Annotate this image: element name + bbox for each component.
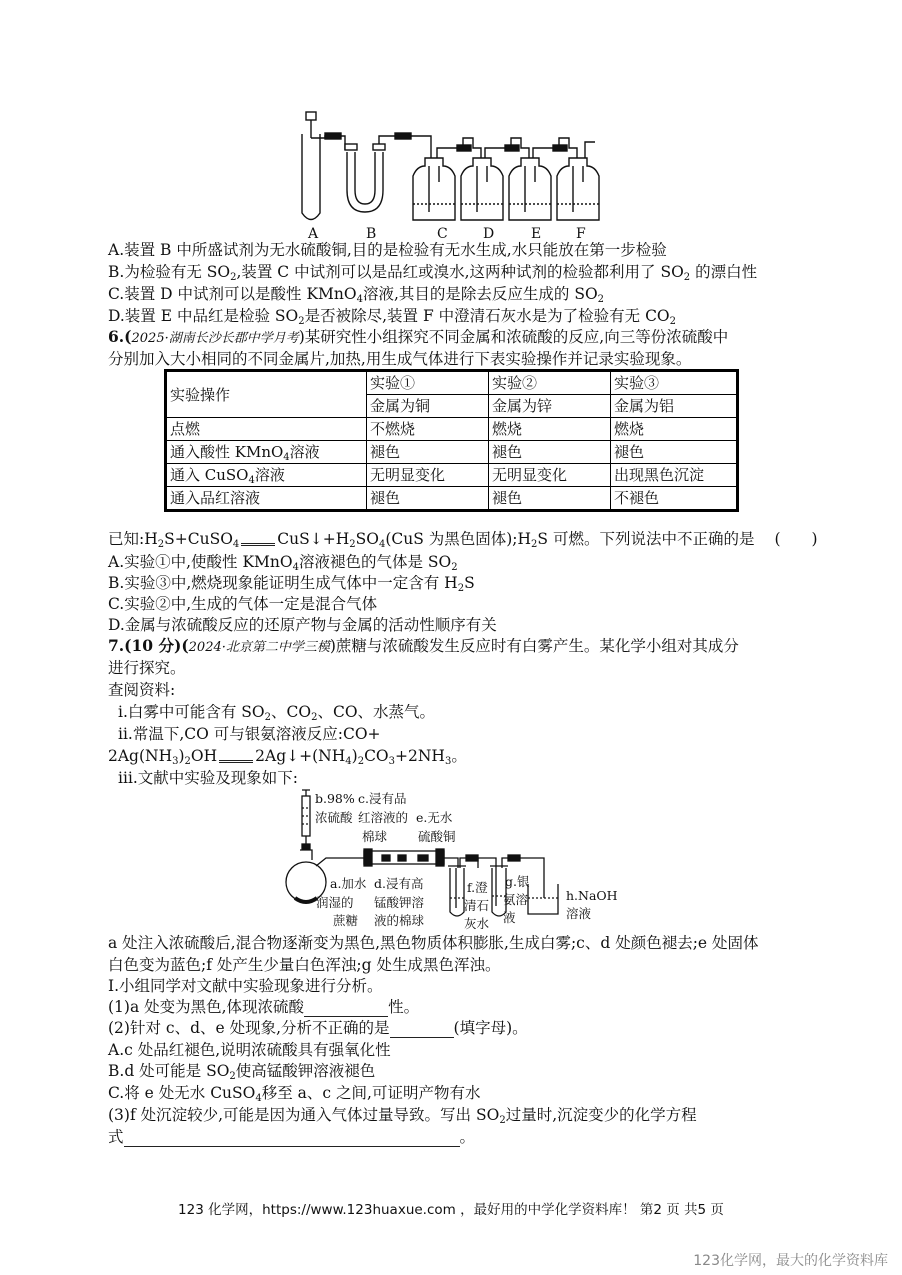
table-row	[166, 418, 738, 441]
watermark: 123化学网，最大的化学资料库	[693, 1253, 888, 1269]
q5-option-c: C.装置 D 中试剂可以是酸性 KMnO$_4$溶液,其目的是除去反应生成的 $SO_2$	[108, 285, 605, 305]
table-cell: 通入品红溶液	[166, 487, 367, 511]
q7-info-title: 查阅资料:	[108, 681, 176, 699]
q6-option-a: A.实验①中,使酸性 KMnO$_4$溶液褪色的气体是 $SO_2$	[108, 553, 458, 573]
q7-q2-option-c: C.将 e 处无水 CuSO$_4$移至 a、c 之间,可证明产物有水	[108, 1084, 481, 1104]
diagram-label-g3: 液	[503, 910, 516, 925]
table-cell: 褪色	[367, 441, 489, 464]
q7-q3: (3)f 处沉淀较少,可能是因为通入气体过量导致。写出 $SO_2$过量时,沉淀变少的化学方程	[108, 1106, 697, 1126]
table-cell: 点燃	[166, 418, 367, 441]
table-header-exp1: 实验①	[367, 371, 489, 395]
q6-option-b: B.实验③中,燃烧现象能证明生成气体中一定含有 $H_2S$	[108, 574, 475, 594]
table-cell: 褪色	[367, 487, 489, 511]
diagram-label-a3: 蔗糖	[333, 913, 359, 928]
table-header-op: 实验操作	[166, 371, 367, 418]
answer-blank-1[interactable]	[304, 1000, 388, 1017]
q7-stem-line2: 进行探究。	[108, 659, 186, 677]
q6-known: 已知$:H_2S+CuSO_4$ $CuS↓+H_2SO_4(CuS$ 为黑色固体)$;H_2S$ 可燃。下列说法中不正确的是 ( )	[108, 530, 818, 550]
diagram-label-b: b.98%	[315, 791, 355, 806]
q7-observation-line1: a 处注入浓硫酸后,混合物逐渐变为黑色,黑色物质体积膨胀,生成白雾;c、d 处颜色褪去;e 处固体	[108, 934, 759, 952]
q7-info-ii: ⅱ.常温下,CO 可与银氨溶液反应:CO+	[118, 725, 381, 743]
q7-equation: $2Ag(NH_3)_2OH$ $2Ag↓+(NH_4)_2CO_3+2NH_3$。	[108, 747, 467, 767]
table-row	[166, 441, 738, 464]
table-cell: 褪色	[489, 441, 611, 464]
table-cell: 不褪色	[611, 487, 738, 511]
table-cell: 不燃烧	[367, 418, 489, 441]
apparatus-label-C: C	[437, 226, 448, 242]
q7-info-iii: ⅲ.文献中实验及现象如下:	[118, 769, 299, 787]
diagram-label-a2: 润湿的	[316, 895, 354, 910]
q6-stem-line1: 6.(2025·湖南长沙长郡中学月考)某研究性小组探究不同金属和浓硫酸的反应,向三等份浓硫酸中	[108, 327, 729, 346]
table-cell: 通入 CuSO$_4$溶液	[166, 464, 367, 487]
diagram-label-h2: 溶液	[566, 906, 592, 921]
table-row	[166, 464, 738, 487]
answer-blank-2[interactable]	[390, 1021, 454, 1038]
q6-option-d: D.金属与浓硫酸反应的还原产物与金属的活动性顺序有关	[108, 616, 497, 634]
q5-option-b: B.为检验有无 $SO_2$,装置 C 中试剂可以是品红或溴水,这两种试剂的检验都利用了 $SO_2$ 的漂白性	[108, 263, 758, 283]
q7-q3-line2: 式 。	[108, 1128, 476, 1146]
table-cell: 褪色	[489, 487, 611, 511]
diagram-label-e: e.无水	[416, 810, 453, 825]
table-cell: 出现黑色沉淀	[611, 464, 738, 487]
q7-observation-line2: 白色变为蓝色;f 处产生少量白色浑浊;g 处生成黑色浑浊。	[108, 956, 501, 974]
diagram-label-f3: 灰水	[464, 916, 490, 931]
table-cell: 无明显变化	[489, 464, 611, 487]
table-header-exp2: 实验②	[489, 371, 611, 395]
table-cell: 燃烧	[611, 418, 738, 441]
table-cell: 通入酸性 KMnO$_4$溶液	[166, 441, 367, 464]
apparatus-label-F: F	[576, 226, 586, 242]
table-cell: 金属为铜	[367, 395, 489, 418]
q7-q2-option-a: A.c 处品红褪色,说明浓硫酸具有强氧化性	[108, 1041, 391, 1059]
diagram-label-d3: 液的棉球	[374, 913, 425, 928]
apparatus-label-D: D	[483, 226, 495, 242]
table-cell: 燃烧	[489, 418, 611, 441]
diagram-label-mianqiu: 棉球	[362, 829, 388, 844]
diagram-label-b2: 浓硫酸	[315, 810, 353, 825]
apparatus-diagram-1	[295, 108, 615, 238]
table-cell: 金属为锌	[489, 395, 611, 418]
diagram-label-c: c.浸有品	[358, 791, 407, 806]
q7-q1: (1)a 处变为黑色,体现浓硫酸 性。	[108, 998, 420, 1016]
diagram-label-d: d.浸有高	[374, 876, 424, 891]
answer-blank-3[interactable]	[124, 1130, 460, 1147]
table-cell: 金属为铝	[611, 395, 738, 418]
q7-q2-option-b: B.d 处可能是 $SO_2$使高锰酸钾溶液褪色	[108, 1062, 376, 1082]
q7-stem-line1: 7.(10 分)(2024·北京第二中学三模)蔗糖与浓硫酸发生反应时有白雾产生。某化学小组对其成分	[108, 636, 739, 655]
q6-stem-line2: 分别加入大小相同的不同金属片,加热,用生成气体进行下表实验操作并记录实验现象。	[108, 350, 692, 368]
q5-option-a: A.装置 B 中所盛试剂为无水硫酸铜,目的是检验有无水生成,水只能放在第一步检验	[108, 241, 667, 259]
diagram-label-d2: 锰酸钾溶	[374, 895, 425, 910]
q7-part1: Ⅰ.小组同学对文献中实验现象进行分析。	[108, 977, 383, 995]
diagram-label-f: f.澄	[467, 880, 488, 895]
apparatus-label-A: A	[308, 226, 319, 242]
q6-experiment-table	[164, 369, 739, 512]
diagram-label-e2: 硫酸铜	[418, 829, 456, 844]
diagram-label-g: g.银	[505, 874, 530, 889]
table-cell: 无明显变化	[367, 464, 489, 487]
table-row	[166, 371, 738, 395]
apparatus-label-E: E	[531, 226, 542, 242]
table-cell: 褪色	[611, 441, 738, 464]
q5-option-d: D.装置 E 中品红是检验 $SO_2$是否被除尽,装置 F 中澄清石灰水是为了检验有无 $CO_2$	[108, 307, 677, 327]
diagram-label-c2: 红溶液的	[358, 810, 409, 825]
diagram-label-g2: 氨溶	[503, 892, 529, 907]
table-row	[166, 487, 738, 511]
q7-q2: (2)针对 c、d、e 处现象,分析不正确的是 (填字母)。	[108, 1019, 528, 1037]
q6-option-c: C.实验②中,生成的气体一定是混合气体	[108, 595, 378, 613]
table-header-exp3: 实验③	[611, 371, 738, 395]
page-footer: 123 化学网，https://www.123huaxue.com ，最好用的中学化学资料库！ 第2 页 共5 页	[178, 1202, 724, 1218]
diagram-label-f2: 清石	[464, 898, 490, 913]
diagram-label-a: a.加水	[330, 876, 367, 891]
apparatus-label-B: B	[366, 226, 377, 242]
diagram-label-h: h.NaOH	[566, 888, 618, 903]
q7-info-i: ⅰ.白雾中可能含有 $SO_2$、$CO_2$、CO、水蒸气。	[118, 703, 436, 723]
